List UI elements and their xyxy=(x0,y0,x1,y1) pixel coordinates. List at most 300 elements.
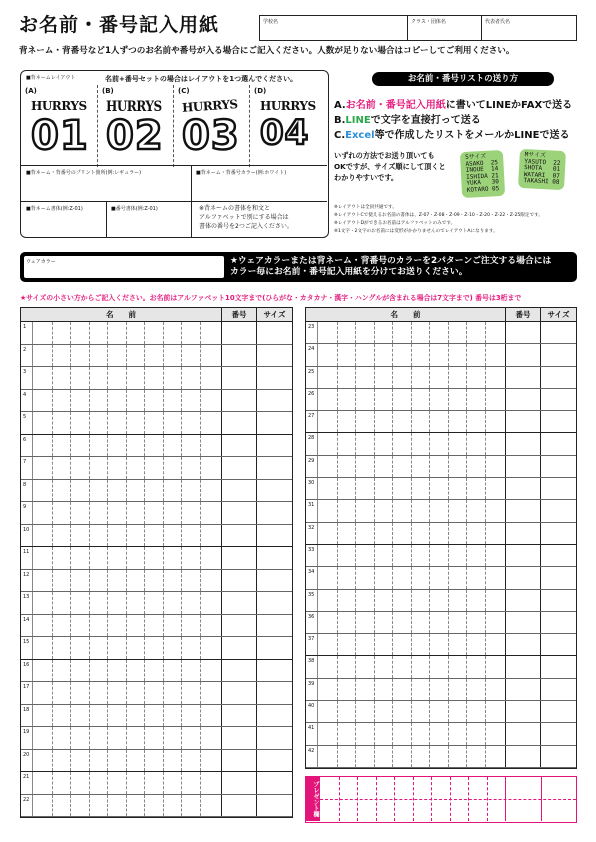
number-input-cell[interactable] xyxy=(506,367,541,388)
char-guide xyxy=(144,660,145,682)
name-input-cell[interactable] xyxy=(318,344,506,365)
char-guide xyxy=(89,682,90,704)
number-input-cell[interactable] xyxy=(506,590,541,611)
size-input-cell[interactable] xyxy=(257,435,292,457)
char-guide xyxy=(144,390,145,412)
size-input-cell[interactable] xyxy=(541,679,576,700)
size-input-cell[interactable] xyxy=(257,480,292,502)
number-input-cell[interactable] xyxy=(506,433,541,454)
char-guide xyxy=(355,656,356,677)
club-field[interactable]: クラス・団体名 xyxy=(408,16,482,40)
size-input-cell[interactable] xyxy=(541,344,576,365)
row-number: 7 xyxy=(21,457,33,479)
row-number: 34 xyxy=(306,567,318,588)
number-input-cell[interactable] xyxy=(222,435,257,457)
char-guide xyxy=(126,345,127,367)
name-input-cell[interactable] xyxy=(318,656,506,677)
wear-color-field[interactable]: ウェアカラー xyxy=(24,256,224,278)
size-input-cell[interactable] xyxy=(541,746,576,767)
name-input-cell[interactable] xyxy=(318,634,506,655)
name-input-cell[interactable] xyxy=(33,435,222,457)
char-guide xyxy=(144,637,145,659)
char-guide xyxy=(89,435,90,457)
number-input-cell[interactable] xyxy=(506,389,541,410)
name-input-cell[interactable] xyxy=(33,682,222,704)
name-input-cell[interactable] xyxy=(33,727,222,749)
jersey-number: 03 xyxy=(182,113,240,159)
char-guide xyxy=(411,500,412,521)
char-guide xyxy=(466,590,467,611)
number-input-cell[interactable] xyxy=(222,682,257,704)
name-input-cell[interactable] xyxy=(33,795,222,817)
size-input-cell[interactable] xyxy=(257,660,292,682)
layout-option-b[interactable] xyxy=(97,85,173,167)
char-guide xyxy=(181,390,182,412)
name-input-cell[interactable] xyxy=(318,322,506,343)
size-input-cell[interactable] xyxy=(257,750,292,772)
name-input-cell[interactable] xyxy=(33,367,222,389)
size-input-cell[interactable] xyxy=(541,545,576,566)
name-input-cell[interactable] xyxy=(33,772,222,794)
char-guide xyxy=(448,590,449,611)
char-guide xyxy=(337,367,338,388)
number-input-cell[interactable] xyxy=(222,547,257,569)
char-guide xyxy=(200,772,201,794)
name-input-cell[interactable] xyxy=(318,612,506,633)
char-guide xyxy=(200,525,201,547)
name-input-cell[interactable] xyxy=(33,750,222,772)
number-input-cell[interactable] xyxy=(222,570,257,592)
school-field[interactable]: 学校名 xyxy=(260,16,408,40)
number-input-cell[interactable] xyxy=(506,322,541,343)
char-guide xyxy=(200,502,201,524)
size-input-cell[interactable] xyxy=(257,547,292,569)
name-input-cell[interactable] xyxy=(318,567,506,588)
name-input-cell[interactable] xyxy=(318,523,506,544)
char-guide xyxy=(429,367,430,388)
table-row xyxy=(306,411,576,433)
table-row xyxy=(306,523,576,545)
char-guide xyxy=(163,502,164,524)
char-guide xyxy=(429,523,430,544)
layout-selection-box xyxy=(20,70,329,238)
layout-option-a[interactable] xyxy=(21,85,97,167)
char-guide xyxy=(89,547,90,569)
char-guide xyxy=(485,411,486,432)
name-input-cell[interactable] xyxy=(318,456,506,477)
char-guide xyxy=(200,480,201,502)
name-input-cell[interactable] xyxy=(33,525,222,547)
name-input-cell[interactable] xyxy=(318,411,506,432)
char-guide xyxy=(392,634,393,655)
char-guide xyxy=(487,777,488,821)
char-guide xyxy=(429,723,430,744)
size-input-cell[interactable] xyxy=(541,500,576,521)
size-input-cell[interactable] xyxy=(541,590,576,611)
number-input-cell[interactable] xyxy=(506,545,541,566)
char-guide xyxy=(200,412,201,434)
char-guide xyxy=(163,660,164,682)
char-guide xyxy=(89,750,90,772)
char-guide xyxy=(448,612,449,633)
size-input-cell[interactable] xyxy=(541,634,576,655)
present-box xyxy=(305,776,577,823)
char-guide xyxy=(181,727,182,749)
char-guide xyxy=(485,433,486,454)
table-row xyxy=(306,478,576,500)
char-guide xyxy=(52,570,53,592)
row-number: 36 xyxy=(306,612,318,633)
number-input-cell[interactable] xyxy=(222,322,257,344)
size-input-cell[interactable] xyxy=(541,523,576,544)
char-guide xyxy=(107,322,108,344)
number-input-cell[interactable] xyxy=(506,634,541,655)
name-input-cell[interactable] xyxy=(318,433,506,454)
char-guide xyxy=(126,570,127,592)
char-guide xyxy=(448,634,449,655)
divider xyxy=(21,201,327,202)
char-guide xyxy=(181,412,182,434)
char-guide xyxy=(392,411,393,432)
size-input-cell[interactable] xyxy=(257,795,292,817)
char-guide xyxy=(70,615,71,637)
number-input-cell[interactable] xyxy=(222,412,257,434)
entry-table-right xyxy=(305,307,577,769)
char-guide xyxy=(448,656,449,677)
size-input-cell[interactable] xyxy=(257,705,292,727)
char-guide xyxy=(126,682,127,704)
number-font-field[interactable]: ■番号書体(例:Z-01) xyxy=(111,206,158,212)
char-guide xyxy=(89,502,90,524)
name-font-field[interactable]: ■背ネーム書体(例:Z-01) xyxy=(26,206,83,212)
number-input-cell[interactable] xyxy=(506,746,541,767)
char-guide xyxy=(200,660,201,682)
char-guide xyxy=(89,390,90,412)
char-guide xyxy=(485,612,486,633)
size-input-cell[interactable] xyxy=(257,570,292,592)
char-guide xyxy=(392,322,393,343)
number-input-cell[interactable] xyxy=(222,615,257,637)
example-bubble-m: Mサイズ YASUTO 22 SHOTA 01 WATARI 07 TAKASHI 08 xyxy=(518,149,566,190)
char-guide xyxy=(200,367,201,389)
char-guide xyxy=(429,545,430,566)
char-guide xyxy=(374,500,375,521)
name-input-cell[interactable] xyxy=(318,701,506,722)
number-input-cell[interactable] xyxy=(222,367,257,389)
row-number: 29 xyxy=(306,456,318,477)
row-number: 27 xyxy=(306,411,318,432)
char-guide xyxy=(429,656,430,677)
name-input-cell[interactable] xyxy=(318,545,506,566)
name-input-cell[interactable] xyxy=(318,746,506,767)
char-guide xyxy=(144,705,145,727)
name-input-cell[interactable] xyxy=(33,637,222,659)
char-guide xyxy=(485,344,486,365)
print-position-field[interactable]: ■背ネーム・背番号のプリント箇所(例:レギュラー) xyxy=(26,170,142,176)
name-input-cell[interactable] xyxy=(33,660,222,682)
number-input-cell[interactable] xyxy=(506,701,541,722)
layout-option-c[interactable] xyxy=(173,85,249,167)
size-input-cell[interactable] xyxy=(257,592,292,614)
size-input-cell[interactable] xyxy=(541,567,576,588)
size-input-cell[interactable] xyxy=(257,615,292,637)
name-input-cell[interactable] xyxy=(318,723,506,744)
char-guide xyxy=(450,777,451,821)
row-number: 35 xyxy=(306,590,318,611)
name-input-cell[interactable] xyxy=(318,389,506,410)
row-number: 14 xyxy=(21,615,33,637)
char-guide xyxy=(374,478,375,499)
table-row xyxy=(21,345,292,368)
char-guide xyxy=(181,435,182,457)
name-input-cell[interactable] xyxy=(318,367,506,388)
char-guide xyxy=(52,592,53,614)
char-guide xyxy=(144,727,145,749)
number-input-cell[interactable] xyxy=(506,612,541,633)
name-input-cell[interactable] xyxy=(33,345,222,367)
size-input-cell[interactable] xyxy=(257,345,292,367)
number-input-cell[interactable] xyxy=(222,592,257,614)
name-input-cell[interactable] xyxy=(33,390,222,412)
number-input-cell[interactable] xyxy=(222,750,257,772)
char-guide xyxy=(163,570,164,592)
size-input-cell[interactable] xyxy=(257,682,292,704)
number-input-cell[interactable] xyxy=(222,345,257,367)
size-input-cell[interactable] xyxy=(541,433,576,454)
char-guide xyxy=(466,723,467,744)
layout-option-d[interactable] xyxy=(249,85,327,167)
name-input-cell[interactable] xyxy=(33,570,222,592)
char-guide xyxy=(374,389,375,410)
char-guide xyxy=(181,660,182,682)
char-guide xyxy=(429,634,430,655)
char-guide xyxy=(355,456,356,477)
char-guide xyxy=(374,344,375,365)
char-guide xyxy=(411,701,412,722)
char-guide xyxy=(126,480,127,502)
size-input-cell[interactable] xyxy=(541,456,576,477)
char-guide xyxy=(337,656,338,677)
char-guide xyxy=(411,545,412,566)
char-guide xyxy=(200,795,201,817)
number-input-cell[interactable] xyxy=(506,656,541,677)
size-input-cell[interactable] xyxy=(257,502,292,524)
name-input-cell[interactable] xyxy=(33,412,222,434)
table-row xyxy=(21,727,292,750)
number-input-cell[interactable] xyxy=(506,523,541,544)
char-guide xyxy=(466,545,467,566)
char-guide xyxy=(392,701,393,722)
color-field[interactable]: ■背ネーム・背番号カラー(例:ホワイト) xyxy=(196,170,287,176)
number-input-cell[interactable] xyxy=(222,480,257,502)
char-guide xyxy=(52,750,53,772)
name-input-cell[interactable] xyxy=(33,480,222,502)
number-header: 番号 xyxy=(506,308,541,321)
row-number: 1 xyxy=(21,322,33,344)
number-input-cell[interactable] xyxy=(222,390,257,412)
char-guide xyxy=(144,592,145,614)
char-guide xyxy=(126,592,127,614)
size-input-cell[interactable] xyxy=(257,525,292,547)
char-guide xyxy=(200,345,201,367)
name-input-cell[interactable] xyxy=(33,592,222,614)
size-input-cell[interactable] xyxy=(541,478,576,499)
name-input-cell[interactable] xyxy=(33,705,222,727)
row-number: 38 xyxy=(306,656,318,677)
char-guide xyxy=(392,344,393,365)
number-input-cell[interactable] xyxy=(222,795,257,817)
size-input-cell[interactable] xyxy=(257,457,292,479)
present-name-area[interactable] xyxy=(320,777,506,821)
size-input-cell[interactable] xyxy=(541,723,576,744)
size-input-cell[interactable] xyxy=(257,727,292,749)
char-guide xyxy=(70,525,71,547)
char-guide xyxy=(448,523,449,544)
char-guide xyxy=(89,772,90,794)
char-guide xyxy=(144,772,145,794)
char-guide xyxy=(181,570,182,592)
char-guide xyxy=(181,592,182,614)
size-input-cell[interactable] xyxy=(541,411,576,432)
char-guide xyxy=(374,545,375,566)
table-row xyxy=(21,592,292,615)
char-guide xyxy=(70,660,71,682)
size-input-cell[interactable] xyxy=(541,612,576,633)
name-input-cell[interactable] xyxy=(33,457,222,479)
char-guide xyxy=(200,682,201,704)
jersey-name: HURRYS xyxy=(31,99,87,113)
char-guide xyxy=(144,457,145,479)
char-guide xyxy=(107,570,108,592)
char-guide xyxy=(411,411,412,432)
name-input-cell[interactable] xyxy=(33,615,222,637)
number-input-cell[interactable] xyxy=(506,500,541,521)
size-input-cell[interactable] xyxy=(541,701,576,722)
number-input-cell[interactable] xyxy=(222,502,257,524)
char-guide xyxy=(89,322,90,344)
number-input-cell[interactable] xyxy=(222,457,257,479)
size-input-cell[interactable] xyxy=(541,367,576,388)
char-guide xyxy=(485,567,486,588)
number-input-cell[interactable] xyxy=(222,772,257,794)
name-input-cell[interactable] xyxy=(318,500,506,521)
char-guide xyxy=(70,592,71,614)
char-guide xyxy=(374,523,375,544)
char-guide xyxy=(126,457,127,479)
char-guide xyxy=(374,456,375,477)
char-guide xyxy=(144,435,145,457)
char-guide xyxy=(52,390,53,412)
char-guide xyxy=(52,412,53,434)
row-number: 24 xyxy=(306,344,318,365)
row-number: 22 xyxy=(21,795,33,817)
number-input-cell[interactable] xyxy=(506,723,541,744)
number-input-cell[interactable] xyxy=(506,567,541,588)
char-guide xyxy=(448,411,449,432)
name-input-cell[interactable] xyxy=(318,478,506,499)
number-input-cell[interactable] xyxy=(222,705,257,727)
char-guide xyxy=(374,567,375,588)
name-input-cell[interactable] xyxy=(33,502,222,524)
size-header: サイズ xyxy=(547,310,570,319)
jersey-number: 01 xyxy=(31,113,89,159)
char-guide xyxy=(200,750,201,772)
name-input-cell[interactable] xyxy=(318,590,506,611)
char-guide xyxy=(355,746,356,767)
table-row xyxy=(21,457,292,480)
wear-color-note: ★ウェアカラーまたは背ネーム・背番号のカラーを2パターンご注文する場合には カラー毎にお名前・番号記入用紙を分けてお送りください。 xyxy=(230,256,552,277)
char-guide xyxy=(163,345,164,367)
char-guide xyxy=(466,523,467,544)
char-guide xyxy=(126,435,127,457)
number-input-cell[interactable] xyxy=(222,525,257,547)
char-guide xyxy=(181,502,182,524)
representative-field[interactable]: 代表者氏名 xyxy=(485,19,511,25)
char-guide xyxy=(52,772,53,794)
char-guide xyxy=(376,777,377,821)
size-header: サイズ xyxy=(263,310,286,319)
char-guide xyxy=(337,411,338,432)
char-guide xyxy=(52,457,53,479)
number-input-cell[interactable] xyxy=(222,637,257,659)
char-guide xyxy=(392,723,393,744)
number-input-cell[interactable] xyxy=(506,344,541,365)
row-number: 39 xyxy=(306,679,318,700)
size-input-cell[interactable] xyxy=(257,412,292,434)
size-input-cell[interactable] xyxy=(257,367,292,389)
char-guide xyxy=(429,433,430,454)
char-guide xyxy=(144,682,145,704)
table-row xyxy=(306,367,576,389)
name-input-cell[interactable] xyxy=(318,679,506,700)
name-input-cell[interactable] xyxy=(33,322,222,344)
char-guide xyxy=(485,322,486,343)
char-guide xyxy=(429,456,430,477)
char-guide xyxy=(466,478,467,499)
number-input-cell[interactable] xyxy=(506,679,541,700)
size-input-cell[interactable] xyxy=(257,322,292,344)
char-guide xyxy=(392,500,393,521)
number-input-cell[interactable] xyxy=(506,456,541,477)
char-guide xyxy=(337,478,338,499)
char-guide xyxy=(89,570,90,592)
char-guide xyxy=(429,411,430,432)
char-guide xyxy=(107,367,108,389)
size-input-cell[interactable] xyxy=(541,656,576,677)
char-guide xyxy=(337,500,338,521)
size-input-cell[interactable] xyxy=(541,322,576,343)
char-guide xyxy=(394,777,395,821)
number-input-cell[interactable] xyxy=(222,727,257,749)
number-input-cell[interactable] xyxy=(506,478,541,499)
char-guide xyxy=(89,480,90,502)
table-header xyxy=(21,308,292,322)
size-input-cell[interactable] xyxy=(257,390,292,412)
number-input-cell[interactable] xyxy=(506,411,541,432)
number-input-cell[interactable] xyxy=(222,660,257,682)
size-input-cell[interactable] xyxy=(541,389,576,410)
size-input-cell[interactable] xyxy=(257,637,292,659)
char-guide xyxy=(163,322,164,344)
name-input-cell[interactable] xyxy=(33,547,222,569)
divider xyxy=(21,165,327,166)
char-guide xyxy=(485,746,486,767)
char-guide xyxy=(411,367,412,388)
char-guide xyxy=(107,502,108,524)
char-guide xyxy=(392,545,393,566)
size-input-cell[interactable] xyxy=(257,772,292,794)
char-guide xyxy=(107,750,108,772)
